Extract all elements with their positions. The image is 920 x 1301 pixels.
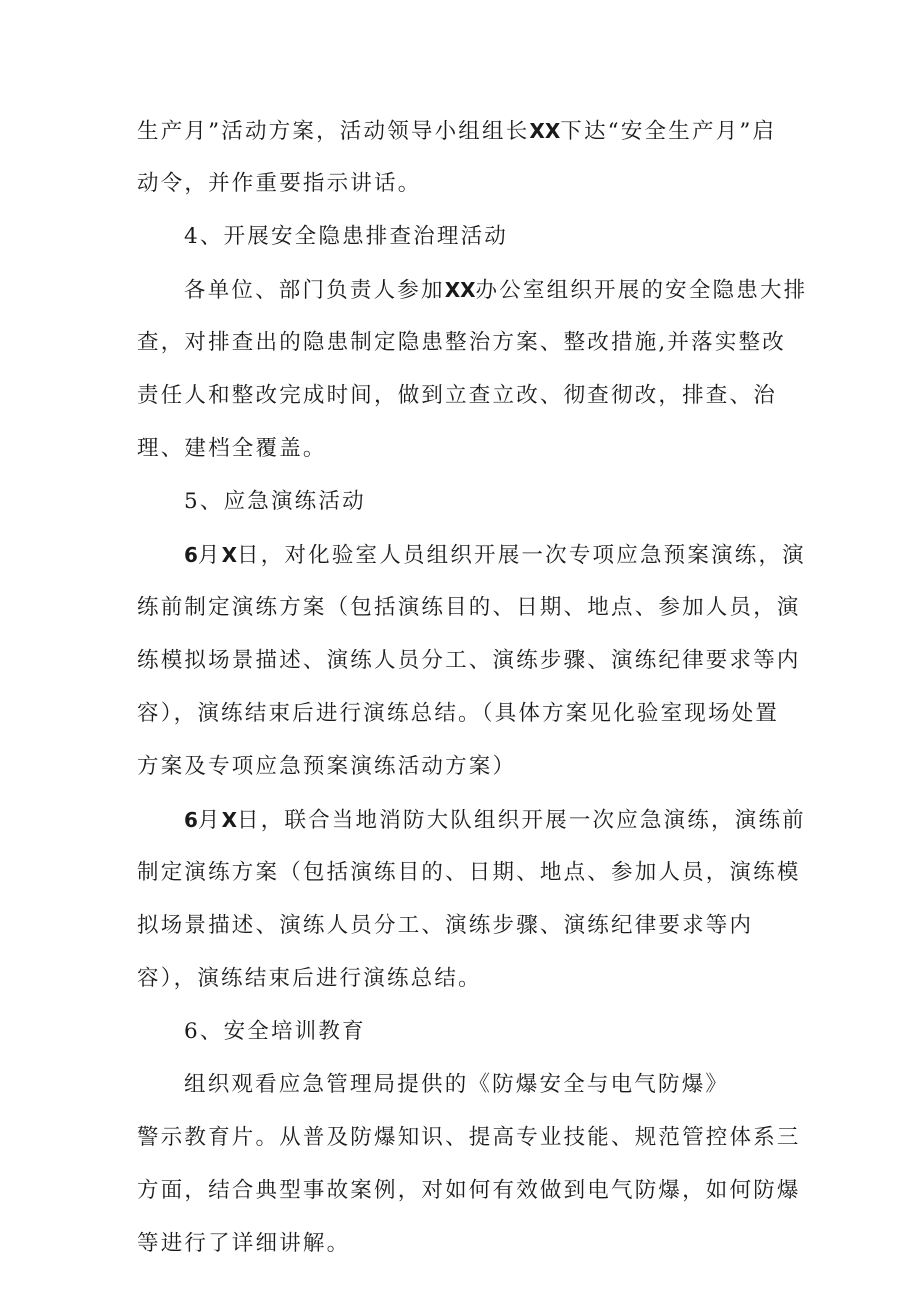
text-segment: 等进行了详细讲解。 xyxy=(137,1231,351,1256)
text-segment: 拟场景描述、演练人员分工、演练步骤、演练纪律要求等内 xyxy=(137,913,754,938)
text-line xyxy=(137,1221,789,1274)
text-line xyxy=(137,1009,789,1062)
text-line xyxy=(137,1168,801,1221)
text-line xyxy=(137,850,801,903)
text-segment: 5、应急演练活动 xyxy=(184,489,366,514)
text-segment: X xyxy=(221,543,238,567)
text-segment: 动令，并作重要指示讲话。 xyxy=(137,171,422,196)
text-segment: 制定演练方案（包括演练目的、日期、地点、参加人员，演练模 xyxy=(137,860,801,885)
text-segment: XX xyxy=(529,119,561,143)
text-line xyxy=(137,744,789,797)
text-line xyxy=(137,638,801,691)
text-line xyxy=(137,161,789,214)
text-segment: 月 xyxy=(197,808,222,833)
text-segment: 6、安全培训教育 xyxy=(184,1019,366,1044)
text-line xyxy=(137,426,789,479)
text-segment: 容），演练结束后进行演练总结。（具体方案见化验室现场处置 xyxy=(137,701,780,726)
text-segment: 练前制定演练方案（包括演练目的、日期、地点、参加人员，演 xyxy=(137,595,801,620)
text-segment: 下达“安全生产月”启 xyxy=(560,119,777,144)
text-segment: 警示教育片。从普及防爆知识、提高专业技能、规范管控体系三 xyxy=(137,1125,801,1150)
text-line xyxy=(137,320,789,373)
text-segment: 生产月”活动方案，活动领导小组组长 xyxy=(137,119,530,144)
text-segment: 容），演练结束后进行演练总结。 xyxy=(137,966,482,991)
text-segment: 月 xyxy=(197,543,222,568)
text-segment: 理、建档全覆盖。 xyxy=(137,436,327,461)
text-line xyxy=(137,479,789,532)
text-segment: 组织观看应急管理局提供的《防爆安全与电气防爆》 xyxy=(184,1072,730,1097)
text-segment: XX xyxy=(444,278,476,302)
text-segment: 责任人和整改完成时间，做到立查立改、彻查彻改，排查、治 xyxy=(137,383,777,408)
text-segment: 日，联合当地消防大队组织开展一次应急演练，演练前 xyxy=(237,808,806,833)
text-segment: 方案及专项应急预案演练活动方案） xyxy=(137,754,517,779)
text-line xyxy=(137,691,789,744)
text-line xyxy=(137,1062,789,1115)
text-line xyxy=(137,903,789,956)
text-segment: 方面，结合典型事故案例，对如何有效做到电气防爆，如何防爆 xyxy=(137,1178,801,1203)
document-page xyxy=(137,108,808,1274)
text-segment: 办公室组织开展的安全隐患大排 xyxy=(475,278,808,303)
text-segment: 练模拟场景描述、演练人员分工、演练步骤、演练纪律要求等内 xyxy=(137,648,801,673)
text-segment: 日，对化验室人员组织开展一次专项应急预案演练，演 xyxy=(237,543,806,568)
text-segment: X xyxy=(221,808,238,832)
text-line xyxy=(137,956,789,1009)
text-segment: 各单位、部门负责人参加 xyxy=(184,278,445,303)
text-line xyxy=(137,267,808,320)
text-line xyxy=(137,214,789,267)
text-line xyxy=(137,585,801,638)
text-line xyxy=(137,108,789,161)
text-segment: 6 xyxy=(184,543,198,567)
text-segment: 6 xyxy=(184,808,198,832)
text-line xyxy=(137,1115,801,1168)
text-segment: 查，对排查出的隐患制定隐患整治方案、整改措施,并落实整改 xyxy=(137,330,786,355)
text-line xyxy=(137,532,806,585)
text-line xyxy=(137,797,806,850)
text-segment: 4、开展安全隐患排查治理活动 xyxy=(184,224,508,249)
text-line xyxy=(137,373,789,426)
